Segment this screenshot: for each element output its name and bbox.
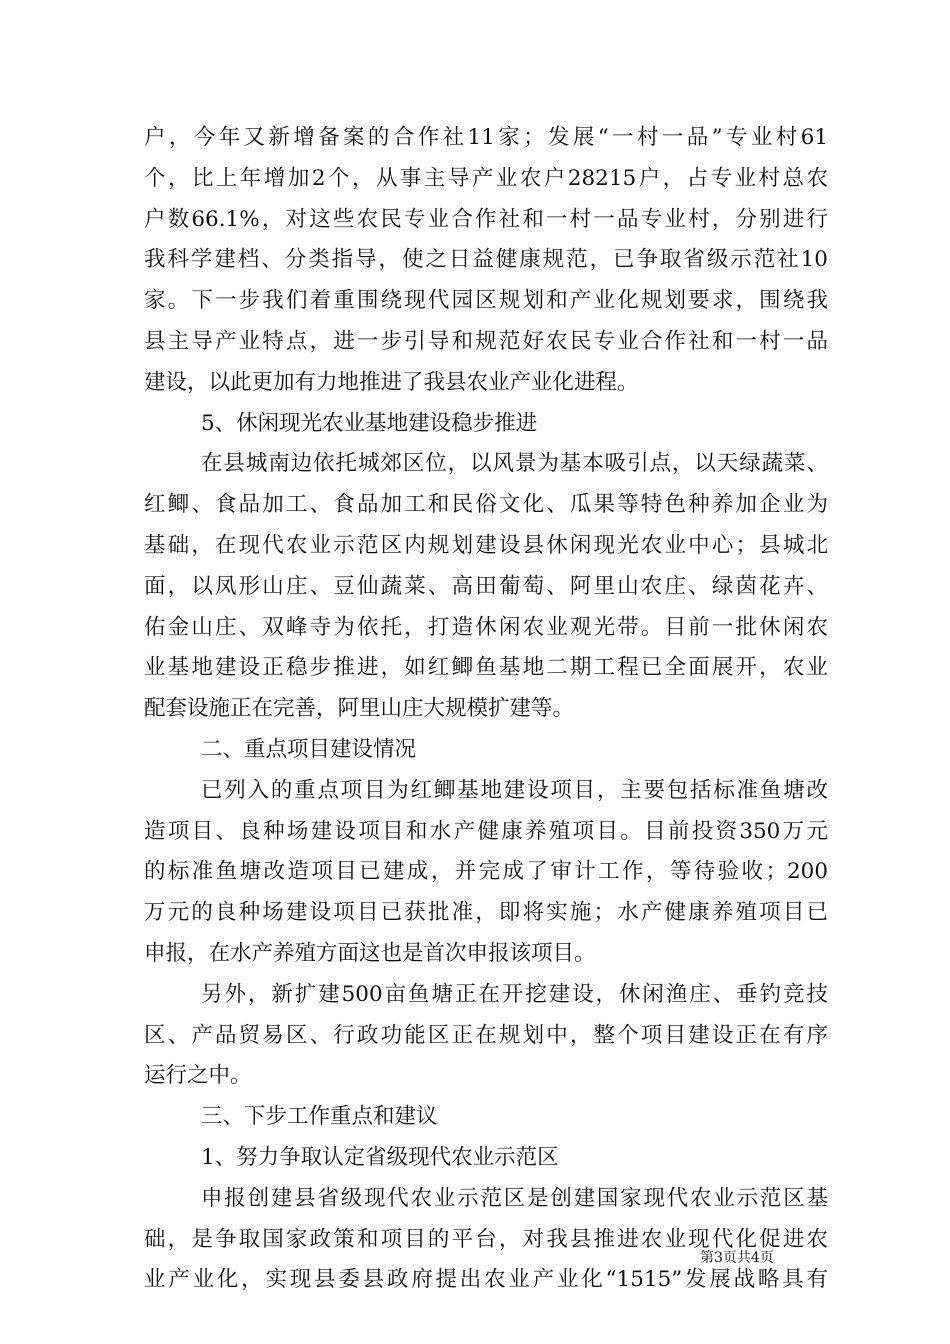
text-line: 县主导产业特点，进一步引导和规范好农民专业合作社和一村一品 <box>144 328 828 354</box>
text-line: 二、重点项目建设情况 <box>201 736 417 762</box>
text-line: 造项目、良种场建设项目和水产健康养殖项目。目前投资350万元 <box>144 818 828 844</box>
text-line: 基础，在现代农业示范区内规划建设县休闲现光农业中心；县城北 <box>144 532 828 558</box>
text-line: 区、产品贸易区、行政功能区正在规划中，整个项目建设正在有序 <box>144 1022 828 1048</box>
text-line: 础，是争取国家政策和项目的平台，对我县推进农业现代化促进农 <box>144 1226 828 1252</box>
text-line: 面，以凤形山庄、豆仙蔬菜、高田葡萄、阿里山农庄、绿茵花卉、 <box>144 573 828 599</box>
text-line: 1、努力争取认定省级现代农业示范区 <box>201 1144 559 1170</box>
text-line: 户，今年又新增备案的合作社11家；发展“一村一品”专业村61 <box>144 125 828 150</box>
text-line: 配套设施正在完善，阿里山庄大规模扩建等。 <box>144 696 575 722</box>
text-line: 业产业化，实现县委县政府提出农业产业化“1515”发展战略具有 <box>144 1267 828 1293</box>
text-line: 申报创建县省级现代农业示范区是创建国家现代农业示范区基 <box>201 1185 828 1211</box>
text-line: 个，比上年增加2个，从事主导产业农户28215户，占专业村总农 <box>144 165 828 191</box>
body-text <box>144 118 828 1301</box>
text-line: 的标准鱼塘改造项目已建成，并完成了审计工作，等待验收；200 <box>144 859 828 885</box>
text-line: 我科学建档、分类指导，使之日益健康规范，已争取省级示范社10 <box>144 247 828 273</box>
text-line: 业基地建设正稳步推进，如红鲫鱼基地二期工程已全面展开，农业 <box>144 655 828 681</box>
text-line: 建设，以此更加有力地推进了我县农业产业化进程。 <box>144 369 639 395</box>
text-line: 运行之中。 <box>144 1063 252 1089</box>
text-line: 另外，新扩建500亩鱼塘正在开挖建设，休闲渔庄、垂钓竞技 <box>201 981 828 1007</box>
text-line: 已列入的重点项目为红鲫基地建设项目，主要包括标准鱼塘改 <box>201 777 828 803</box>
text-line: 佑金山庄、双峰寺为依托，打造休闲农业观光带。目前一批休闲农 <box>144 614 828 640</box>
text-line: 三、下步工作重点和建议 <box>201 1104 438 1130</box>
text-line: 户数66.1%，对这些农民专业合作社和一村一品专业村，分别进行 <box>144 206 828 232</box>
text-line: 5、休闲现光农业基地建设稳步推进 <box>201 410 538 436</box>
text-line: 申报，在水产养殖方面这也是首次申报该项目。 <box>144 940 596 966</box>
text-line: 在县城南边依托城郊区位，以风景为基本吸引点，以天绿蔬菜、 <box>201 451 828 477</box>
text-line: 家。下一步我们着重围绕现代园区规划和产业化规划要求，围绕我 <box>144 288 828 314</box>
text-line: 红鲫、食品加工、食品加工和民俗文化、瓜果等特色种养加企业为 <box>144 492 828 518</box>
text-line: 万元的良种场建设项目已获批准，即将实施；水产健康养殖项目已 <box>144 900 828 926</box>
page-number-footer: 第3页共4页 <box>700 1250 774 1266</box>
